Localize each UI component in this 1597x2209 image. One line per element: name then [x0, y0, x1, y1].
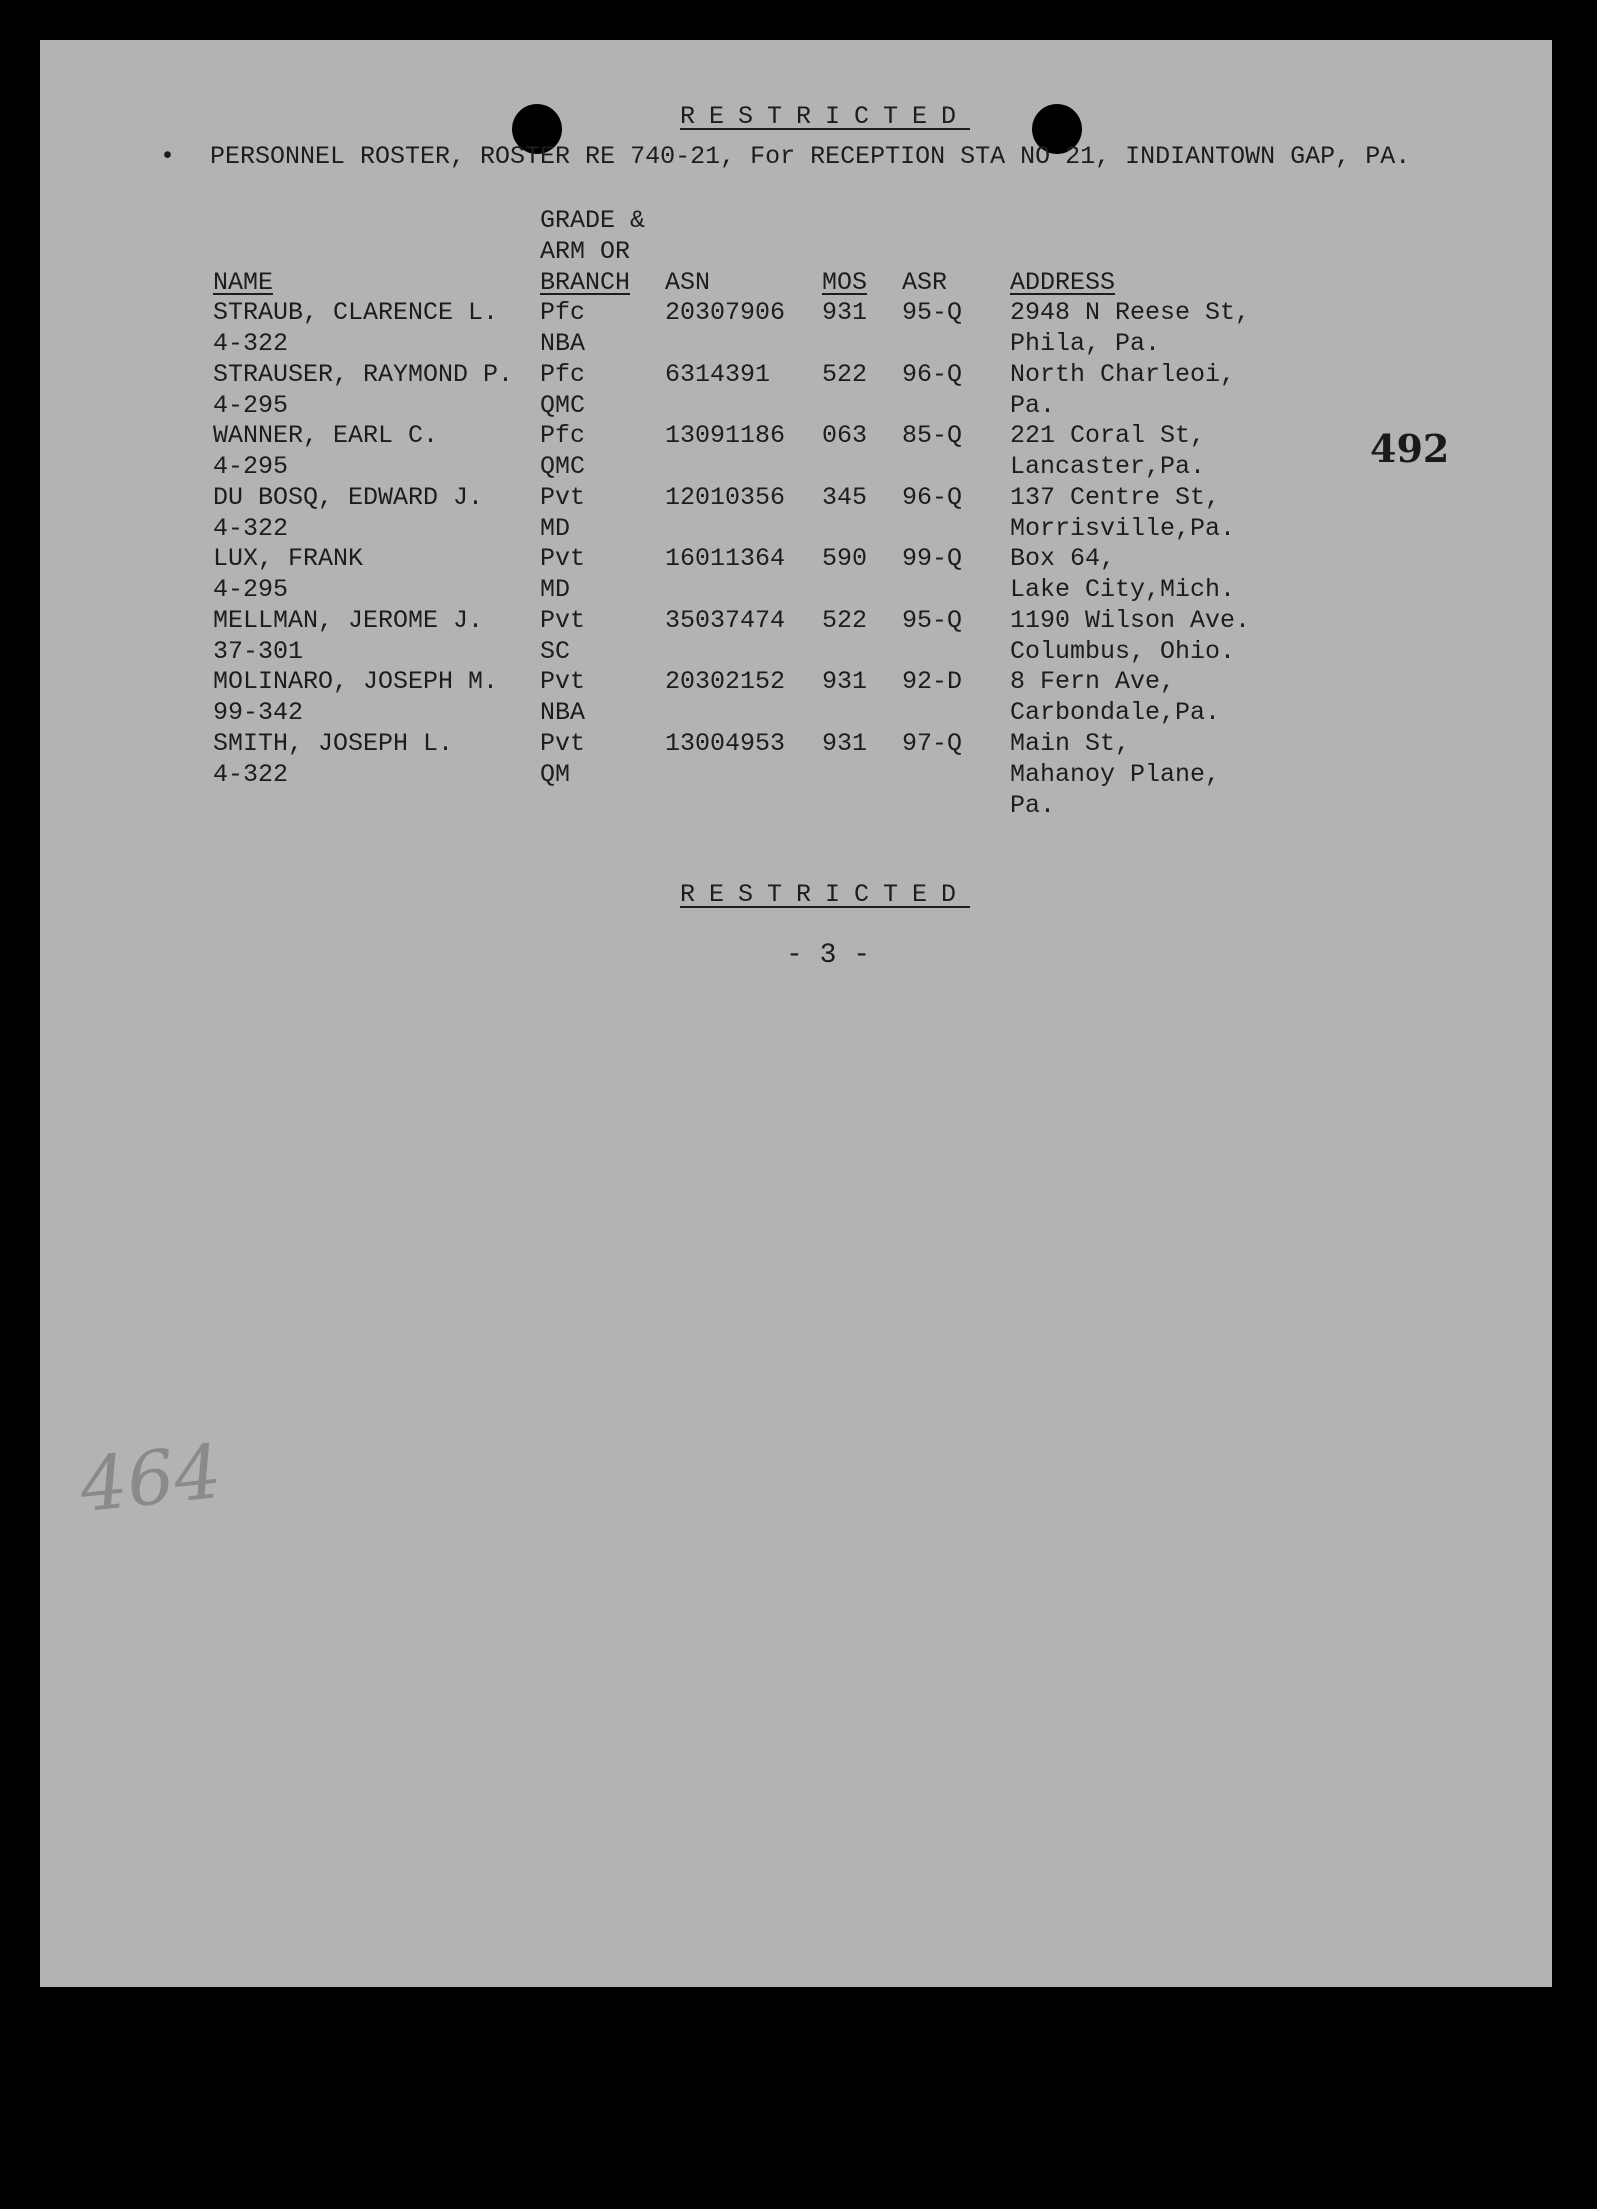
row-asr: 97-Q [902, 728, 963, 758]
row-branch: QMC [540, 452, 586, 481]
row-asr: 96-Q [902, 359, 963, 389]
row-asr: 99-Q [902, 544, 963, 573]
row-address-line1: 1190 Wilson Ave. [1010, 605, 1251, 635]
row-address-line1: Box 64, [1010, 544, 1116, 573]
row-grade: Pvt [540, 605, 586, 635]
row-branch: MD [540, 513, 571, 543]
row-code: 99-342 [213, 698, 304, 727]
stamp-number: 492 [1370, 426, 1450, 471]
row-asn: 20307906 [665, 298, 786, 327]
row-mos: 590 [822, 544, 868, 573]
row-mos: 063 [822, 421, 868, 450]
row-address-line2: Lake City,Mich. [1010, 575, 1236, 604]
row-name: LUX, FRANK [213, 544, 364, 573]
row-grade: Pvt [540, 728, 586, 758]
row-asr: 92-D [902, 667, 963, 696]
row-branch: QMC [540, 390, 586, 420]
row-name: STRAUSER, RAYMOND P. [213, 359, 514, 389]
row-grade: Pvt [540, 667, 586, 696]
row-grade: Pvt [540, 482, 586, 512]
row-address-line2: Lancaster,Pa. [1010, 452, 1206, 481]
header-address: ADDRESS [1010, 268, 1116, 297]
header-asn: ASN [665, 268, 711, 297]
row-mos: 522 [822, 359, 868, 389]
row-asn: 13091186 [665, 421, 786, 450]
row-address-line1: Main St, [1010, 728, 1131, 758]
row-name: WANNER, EARL C. [213, 421, 439, 450]
row-address-line1: 137 Centre St, [1010, 482, 1221, 512]
row-name: SMITH, JOSEPH L. [213, 728, 454, 758]
row-name: MELLMAN, JEROME J. [213, 605, 484, 635]
row-address-line2: Phila, Pa. [1010, 329, 1161, 358]
header-asr: ASR [902, 268, 948, 297]
bullet-mark: • [160, 142, 176, 171]
row-mos: 931 [822, 667, 868, 696]
header-name: NAME [213, 268, 274, 297]
row-code: 4-295 [213, 575, 289, 604]
row-asr: 85-Q [902, 421, 963, 450]
row-asr: 96-Q [902, 482, 963, 512]
row-mos: 931 [822, 728, 868, 758]
row-address-line2: Mahanoy Plane, [1010, 759, 1221, 789]
row-address-line1: North Charleoi, [1010, 359, 1236, 389]
row-address-line2: Columbus, Ohio. [1010, 636, 1236, 666]
row-address-line3: Pa. [1010, 790, 1056, 820]
row-name: MOLINARO, JOSEPH M. [213, 667, 499, 696]
row-asn: 13004953 [665, 728, 786, 758]
document-title: PERSONNEL ROSTER, ROSTER RE 740-21, For RECEPTION STA NO 21, INDIANTOWN GAP, PA. [210, 142, 1411, 171]
row-name: DU BOSQ, EDWARD J. [213, 482, 484, 512]
header-grade-line3: BRANCH [540, 268, 631, 297]
restricted-footer: RESTRICTED [680, 880, 971, 909]
row-code: 37-301 [213, 636, 304, 666]
row-branch: QM [540, 759, 571, 789]
header-grade-line1: GRADE & [540, 206, 646, 235]
row-asr: 95-Q [902, 605, 963, 635]
row-grade: Pfc [540, 359, 586, 389]
row-grade: Pfc [540, 298, 586, 327]
row-address-line1: 2948 N Reese St, [1010, 298, 1251, 327]
restricted-header: RESTRICTED [680, 102, 971, 131]
row-code: 4-295 [213, 452, 289, 481]
page-number: - 3 - [786, 940, 871, 971]
row-asn: 20302152 [665, 667, 786, 696]
row-address-line1: 221 Coral St, [1010, 421, 1206, 450]
row-code: 4-322 [213, 329, 289, 358]
row-name: STRAUB, CLARENCE L. [213, 298, 499, 327]
row-asn: 35037474 [665, 605, 786, 635]
handwritten-number: 464 [75, 1428, 226, 1530]
row-branch: SC [540, 636, 571, 666]
row-branch: MD [540, 575, 571, 604]
row-code: 4-295 [213, 390, 289, 420]
row-mos: 522 [822, 605, 868, 635]
row-mos: 345 [822, 482, 868, 512]
row-address-line2: Pa. [1010, 390, 1056, 420]
row-code: 4-322 [213, 759, 289, 789]
row-address-line2: Carbondale,Pa. [1010, 698, 1221, 727]
row-asn: 16011364 [665, 544, 786, 573]
row-code: 4-322 [213, 513, 289, 543]
row-asn: 6314391 [665, 359, 771, 389]
row-address-line1: 8 Fern Ave, [1010, 667, 1176, 696]
header-grade-line2: ARM OR [540, 237, 631, 266]
row-address-line2: Morrisville,Pa. [1010, 513, 1236, 543]
row-asn: 12010356 [665, 482, 786, 512]
row-mos: 931 [822, 298, 868, 327]
row-branch: NBA [540, 698, 586, 727]
row-branch: NBA [540, 329, 586, 358]
row-asr: 95-Q [902, 298, 963, 327]
row-grade: Pfc [540, 421, 586, 450]
header-mos: MOS [822, 268, 868, 297]
document-page [40, 40, 1552, 1987]
row-grade: Pvt [540, 544, 586, 573]
